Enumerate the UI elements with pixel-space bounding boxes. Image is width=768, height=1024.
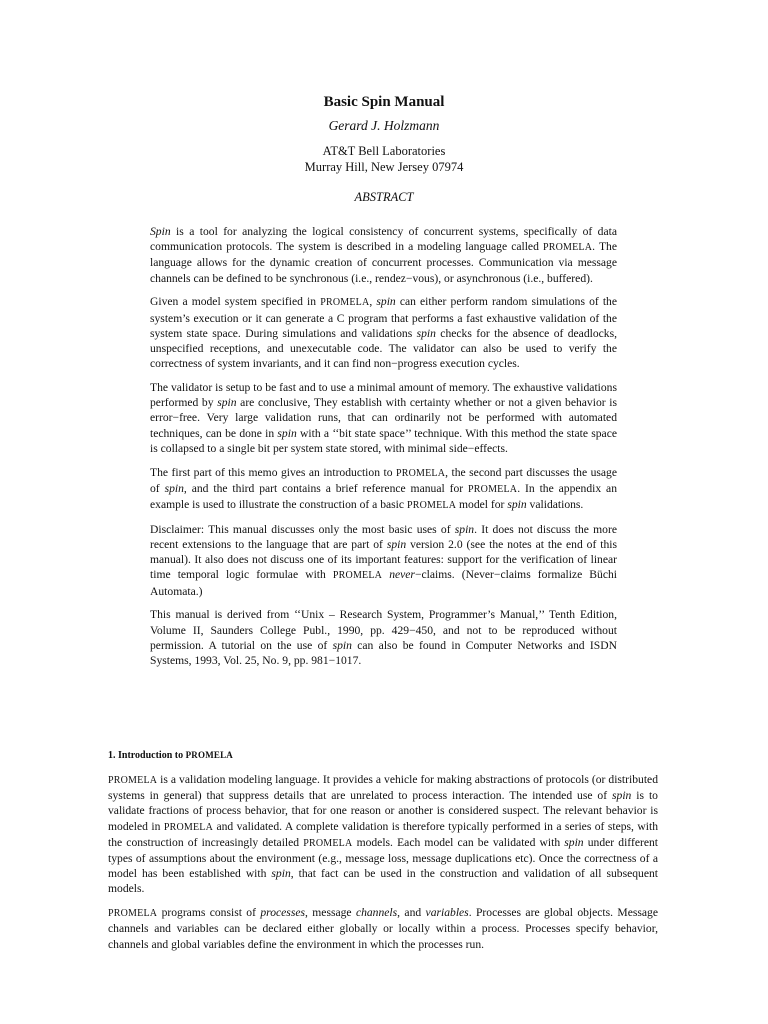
text-run: is to validate fractions of process behavior, that for one reason or another is considered suspect. The relevant behavior is modeled in	[108, 789, 658, 833]
text-run: models. Each model can be validated with	[352, 835, 565, 849]
emphasis-term: spin	[612, 789, 632, 803]
language-name: PROMELA	[108, 775, 158, 786]
text-run: −claims. (Never−claims formalize Büchi Automata.)	[150, 568, 617, 598]
text-run: The first part of this memo gives an introduction to	[150, 465, 396, 479]
text-run: , and the third part contains a brief reference manual for	[183, 481, 469, 495]
abstract-paragraph-4	[150, 465, 617, 514]
emphasis-term: processes	[260, 906, 305, 920]
affiliation-line-2: Murray Hill, New Jersey 07974	[304, 160, 464, 174]
section-heading-text: 1. Introduction to	[108, 750, 186, 761]
text-run: validations.	[526, 498, 584, 512]
emphasis-term: spin	[376, 295, 396, 309]
emphasis-term: spin	[217, 396, 237, 410]
text-run: model for	[456, 498, 508, 512]
language-name: PROMELA	[303, 837, 353, 849]
language-name: PROMELA	[395, 467, 446, 479]
text-run: . In the appendix an example is used to illustrate the construction of a basic	[150, 481, 618, 512]
text-run: This manual is derived from ‘‘Unix – Research System, Programmer’s Manual,’’ Tenth Edition, Volume II, Saunders College Publ., 1990, pp. 429−450, and not to be reproduced without permission. A tutorial on the use of	[150, 608, 617, 652]
text-run: version 2.0 (see the notes at the end of this manual). It also does not discuss one of its important features: support for the verification of linear time temporal logic formulae with	[150, 538, 617, 582]
emphasis-term: spin	[332, 638, 352, 652]
text-run: Disclaimer: This manual discusses only the most basic uses of	[150, 522, 455, 536]
text-run: checks for the absence of deadlocks, unspecified receptions, and unexecutable code. The validator can also be used to verify the correctness of system invariants, and it can find non−progress execution cycles.	[150, 326, 617, 371]
text-run: . Processes are global objects. Message channels and variables can be declared either globally or locally within a process. Processes specify behavior, channels and global variables define the environment in which the processes run.	[108, 906, 658, 951]
emphasis-term: Spin	[150, 225, 171, 238]
emphasis-term: spin	[416, 326, 436, 340]
text-run: under different types of assumptions about the environment (e.g., message loss, message duplications etc). Once the correctness of a model has been established with	[108, 835, 658, 881]
text-run: , the second part discusses the usage of	[150, 465, 618, 495]
emphasis-term: spin	[386, 538, 407, 552]
text-run: . It does not discuss the more recent extensions to the language that are part of	[150, 522, 617, 552]
text-run: and validated. A complete validation is therefore typically performed in a series of steps, with the construction of increasingly detailed	[108, 819, 658, 849]
section-paragraph-1	[108, 772, 658, 897]
abstract-paragraph-6	[150, 607, 617, 668]
emphasis-term: never	[389, 568, 415, 582]
language-name: PROMELA	[406, 500, 457, 512]
language-name: PROMELA	[320, 297, 370, 309]
affiliation-line-1: AT&T Bell Laboratories	[322, 144, 446, 158]
abstract-paragraph-2	[150, 294, 617, 371]
text-run: is a tool for analyzing the logical consistency of concurrent systems, specifically of data communication protocols. The system is described in a modeling language called	[150, 225, 617, 254]
section-paragraph-2	[108, 905, 658, 952]
affiliation	[0, 143, 768, 175]
language-name: PROMELA	[468, 483, 518, 495]
emphasis-term: channels	[355, 906, 398, 920]
language-name: PROMELA	[108, 908, 158, 920]
text-run: can either perform random simulations of the system’s execution or it can generate a C program that performs a fast exhaustive validation of the system state space. During simulations and validations	[150, 295, 618, 340]
emphasis-term: spin	[454, 522, 475, 536]
abstract-paragraph-1	[150, 224, 617, 286]
abstract-paragraph-5	[150, 522, 617, 599]
text-run: programs consist of	[157, 906, 261, 920]
text-run: The validator is setup to be fast and to use a minimal amount of memory. The exhaustive validations performed by	[150, 381, 617, 410]
section-heading	[108, 750, 233, 761]
language-name: PROMELA	[163, 821, 214, 833]
language-name: PROMELA	[542, 242, 593, 254]
text-run: is a validation modeling language. It provides a vehicle for making abstractions of protocols (or distributed systems in general) that suppress details that are unrelated to process interaction. The intended use of	[108, 773, 658, 803]
text-run: , that fact can be used in the construction and validation of all subsequent models.	[108, 867, 658, 896]
abstract-body	[150, 224, 617, 677]
text-run: , message	[305, 906, 356, 920]
emphasis-term: variables	[425, 906, 469, 920]
language-name: PROMELA	[332, 570, 383, 582]
text-run: , and	[397, 906, 426, 920]
text-run: with a ‘‘bit state space’’ technique. With this method the state space is collapsed to a single bit per system state stored, with minimal side−effects.	[150, 426, 617, 455]
text-run: . The language allows for the dynamic creation of concurrent processes. Communication via message channels can be defined to be synchronous (i.e., rendez−vous), or asynchronous (i.e., buffered).	[150, 240, 617, 285]
text-run: are conclusive, They establish with certainty whether or not a given behavior is error−free. Very large validation runs, that can ordinarily not be performed with automated techniques, can be done in	[150, 396, 617, 440]
emphasis-term: spin	[507, 498, 527, 512]
text-run: can also be found in Computer Networks and ISDN Systems, 1993, Vol. 25, No. 9, pp. 981−1017.	[150, 638, 617, 668]
emphasis-term: spin	[564, 835, 584, 849]
abstract-paragraph-3	[150, 380, 617, 456]
document-title: Basic Spin Manual	[323, 94, 445, 110]
section-heading-term: PROMELA	[185, 750, 234, 760]
text-run: Given a model system specified in	[150, 295, 321, 309]
text-run: ,	[369, 295, 377, 309]
author-name: Gerard J. Holzmann	[328, 118, 440, 133]
emphasis-term: spin	[164, 481, 184, 495]
abstract-heading: ABSTRACT	[354, 190, 414, 204]
emphasis-term: spin	[277, 426, 297, 440]
emphasis-term: spin	[271, 867, 291, 881]
section-body	[108, 772, 658, 960]
